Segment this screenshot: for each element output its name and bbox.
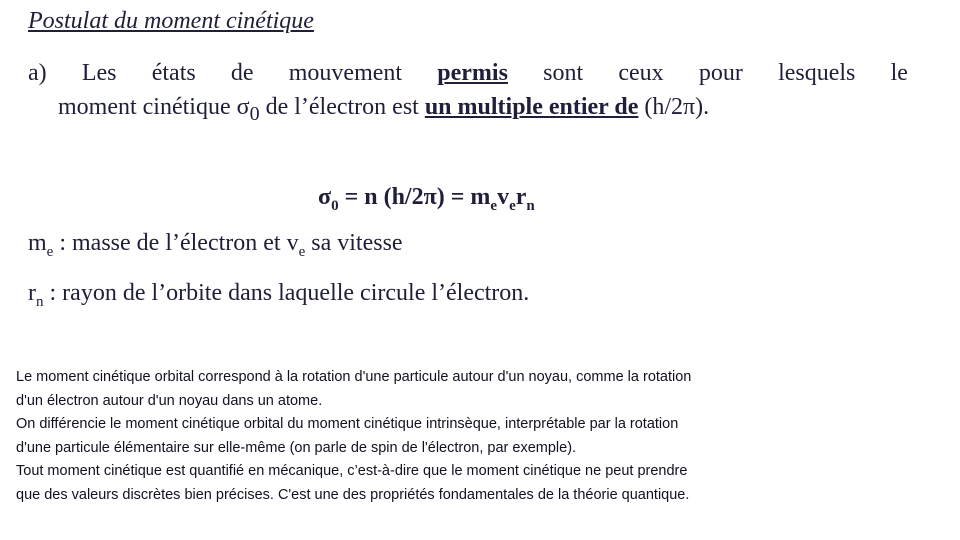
- formula-m-sub: e: [490, 197, 498, 214]
- word: mouvement: [288, 60, 403, 86]
- postulate-paragraph: [28, 56, 908, 131]
- me-tail: sa vitesse: [305, 230, 403, 256]
- formula-sigma-sub: 0: [331, 197, 339, 214]
- formula: [318, 184, 535, 215]
- rn-text: : rayon de l’orbite dans laquelle circule l’électron.: [43, 280, 530, 306]
- formula-sigma: σ: [318, 184, 332, 210]
- word: lesquels: [778, 60, 856, 86]
- note-line: Le moment cinétique orbital correspond à la rotation d'une particule autour d'un noyau, comme la rotation: [16, 369, 692, 385]
- formula-r: r: [515, 184, 527, 210]
- word: états: [151, 60, 196, 86]
- formula-v: v: [497, 184, 510, 210]
- word-emphasis-permis: permis: [437, 60, 508, 86]
- word: a): [28, 60, 47, 86]
- me-subscript: e: [46, 243, 54, 260]
- me-symbol: m: [28, 230, 47, 256]
- paragraph-line-1: [28, 56, 908, 90]
- me-text: : masse de l’électron et v: [53, 230, 299, 256]
- word: ceux: [618, 60, 664, 86]
- word: le: [890, 60, 908, 86]
- text: (h/2π).: [638, 94, 710, 120]
- word: de: [230, 60, 254, 86]
- emphasis-multiple-entier: un multiple entier de: [424, 94, 639, 120]
- text: moment cinétique: [58, 94, 237, 120]
- paragraph-line-2: [28, 90, 908, 131]
- note-line: d'un électron autour d'un noyau dans un atome.: [16, 392, 323, 409]
- word: Les: [81, 60, 117, 86]
- slide-title: Postulat du moment cinétique: [28, 8, 314, 34]
- definition-me: [28, 230, 403, 261]
- sigma-symbol: σ: [236, 94, 250, 120]
- text: de l’électron est: [259, 94, 425, 120]
- word: sont: [543, 60, 584, 86]
- word: pour: [698, 60, 743, 86]
- formula-r-sub: n: [526, 197, 535, 214]
- formula-middle: = n (h/2π) = m: [338, 184, 491, 210]
- note-line: Tout moment cinétique est quantifié en mécanique, c’est-à-dire que le moment cinétique ne peut prendre: [16, 463, 688, 479]
- note-line: On différencie le moment cinétique orbital du moment cinétique intrinsèque, interprétable par la rotation: [16, 416, 679, 432]
- rn-subscript: n: [36, 293, 44, 310]
- note-line: que des valeurs discrètes bien précises. C'est une des propriétés fondamentales de la théorie quantique.: [16, 486, 690, 503]
- rn-symbol: r: [28, 280, 36, 306]
- definition-rn: [28, 280, 529, 311]
- ve-subscript: e: [298, 243, 306, 260]
- note-line: d'une particule élémentaire sur elle-même (on parle de spin de l'électron, par exemple).: [16, 439, 577, 456]
- sigma-subscript: 0: [249, 102, 260, 125]
- formula-v-sub: e: [509, 197, 516, 214]
- explanatory-note: [16, 366, 936, 507]
